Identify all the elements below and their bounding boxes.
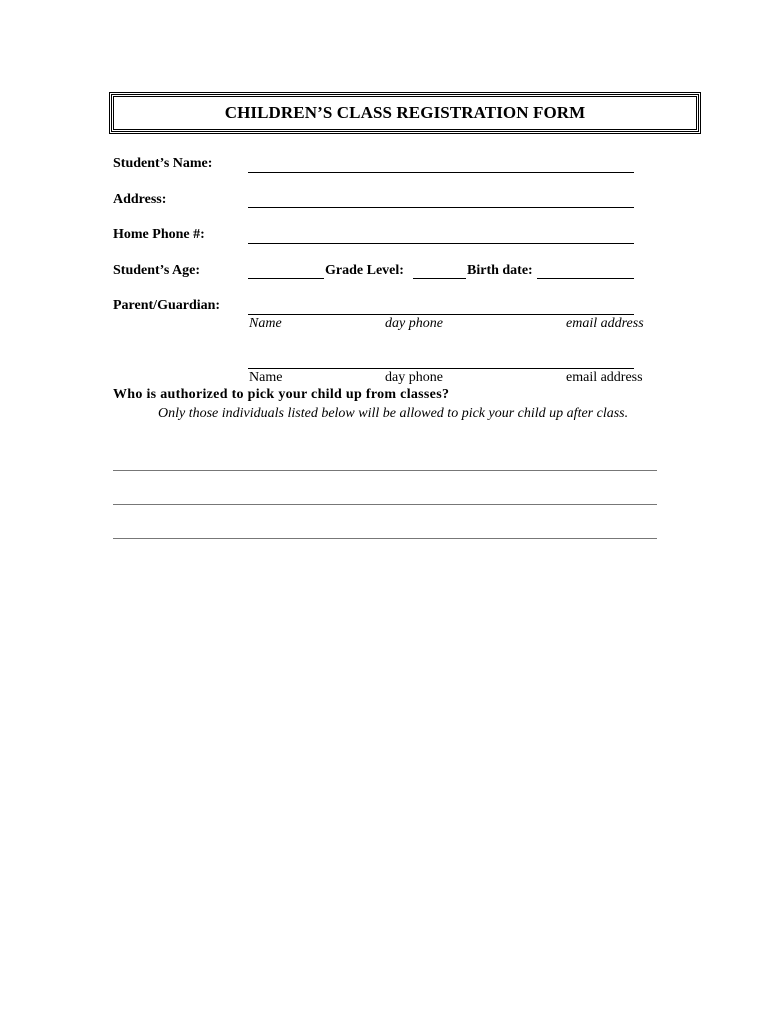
guardian-2-field[interactable] bbox=[248, 368, 634, 369]
student-name-field[interactable] bbox=[248, 172, 634, 173]
form-title: CHILDREN’S CLASS REGISTRATION FORM bbox=[224, 103, 586, 122]
guardian-2-name-caption: Name bbox=[249, 370, 283, 385]
guardian-1-email-caption: email address bbox=[566, 316, 644, 331]
guardian-2-phone-caption: day phone bbox=[385, 370, 443, 385]
home-phone-label: Home Phone #: bbox=[113, 227, 205, 242]
guardian-1-name-caption: Name bbox=[249, 316, 282, 331]
guardian-1-phone-caption: day phone bbox=[385, 316, 443, 331]
student-name-label: Student’s Name: bbox=[113, 156, 213, 171]
guardian-2-email-caption: email address bbox=[566, 370, 643, 385]
address-field[interactable] bbox=[248, 207, 634, 208]
home-phone-field[interactable] bbox=[248, 243, 634, 244]
pickup-note: Only those individuals listed below will be allowed to pick your child up after class. bbox=[158, 406, 629, 421]
form-title-box bbox=[111, 94, 699, 132]
parent-guardian-label: Parent/Guardian: bbox=[113, 298, 221, 313]
pickup-line-2[interactable] bbox=[113, 504, 657, 505]
grade-level-field[interactable] bbox=[413, 278, 466, 279]
student-age-label: Student’s Age: bbox=[113, 263, 200, 278]
pickup-line-1[interactable] bbox=[113, 470, 657, 471]
student-age-field[interactable] bbox=[248, 278, 324, 279]
guardian-1-field[interactable] bbox=[248, 314, 634, 315]
address-label: Address: bbox=[113, 192, 167, 207]
grade-level-label: Grade Level: bbox=[325, 263, 404, 278]
birth-date-label: Birth date: bbox=[467, 263, 533, 278]
pickup-question: Who is authorized to pick your child up from classes? bbox=[113, 387, 450, 402]
pickup-line-3[interactable] bbox=[113, 538, 657, 539]
birth-date-field[interactable] bbox=[537, 278, 634, 279]
